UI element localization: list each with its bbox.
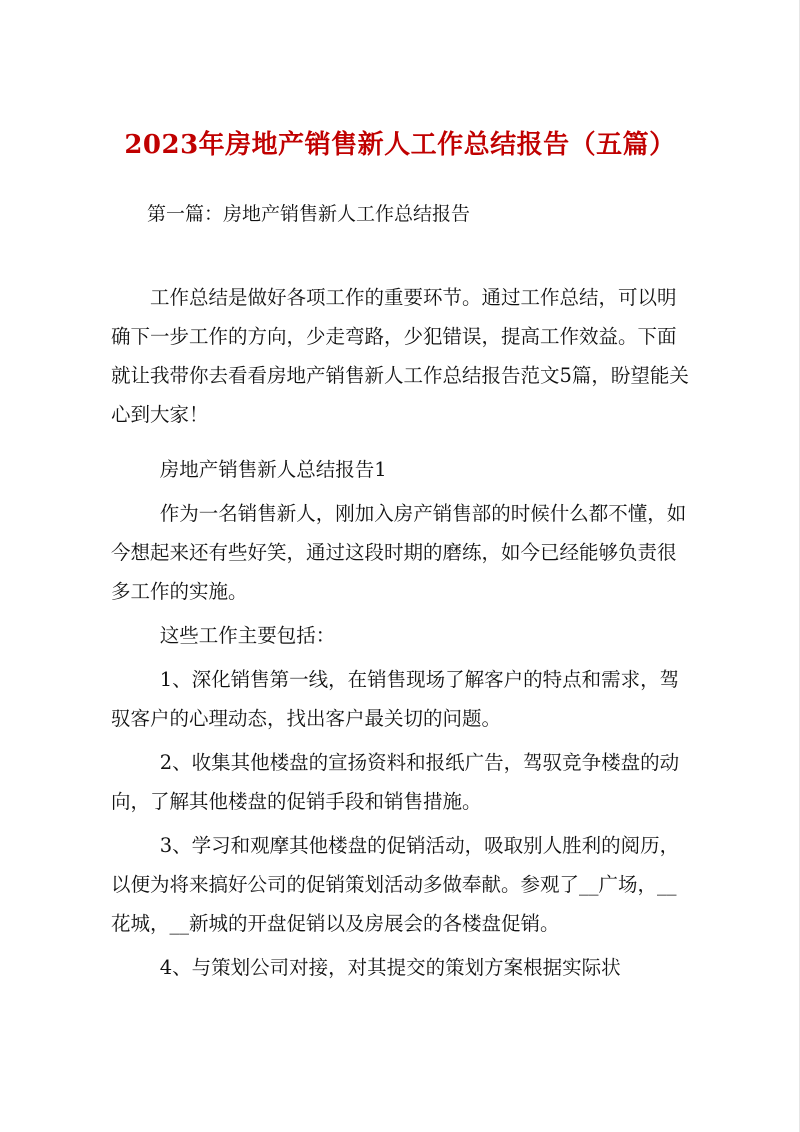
report-section <box>111 450 691 987</box>
document-title: 2023年房地产销售新人工作总结报告（五篇） <box>124 130 676 160</box>
intro-section <box>111 278 691 434</box>
document-subtitle: 第一篇：房地产销售新人工作总结报告 <box>147 203 471 225</box>
body-paragraph: 这些工作主要包括： <box>159 624 336 647</box>
body-paragraph: 作为一名销售新人，刚加入房产销售部的时候什么都不懂，如今想起来还有些好笑，通过这段时期的磨练，如今已经能够负责很多工作的实施。 <box>111 502 687 603</box>
intro-paragraph: 工作总结是做好各项工作的重要环节。通过工作总结，可以明确下一步工作的方向，少走弯路，少犯错误，提高工作效益。下面就让我带你去看看房地产销售新人工作总结报告范文5篇，盼望能关心到大家！ <box>111 286 689 426</box>
body-paragraph: 4、与策划公司对接，对其提交的策划方案根据实际状 <box>159 956 621 979</box>
body-paragraph: 2、收集其他楼盘的宣扬资料和报纸广告，驾驭竞争楼盘的动向，了解其他楼盘的促销手段和销售措施。 <box>111 751 680 813</box>
body-paragraph: 3、学习和观摩其他楼盘的促销活动，吸取别人胜利的阅历，以便为将来搞好公司的促销策划活动多做奉献。参观了__广场，__花城，__新城的开盘促销以及房展会的各楼盘促销。 <box>111 834 680 935</box>
section-heading: 房地产销售新人总结报告1 <box>159 458 387 481</box>
body-paragraph: 1、深化销售第一线，在销售现场了解客户的特点和需求，驾驭客户的心理动态，找出客户最关切的问题。 <box>111 668 680 730</box>
